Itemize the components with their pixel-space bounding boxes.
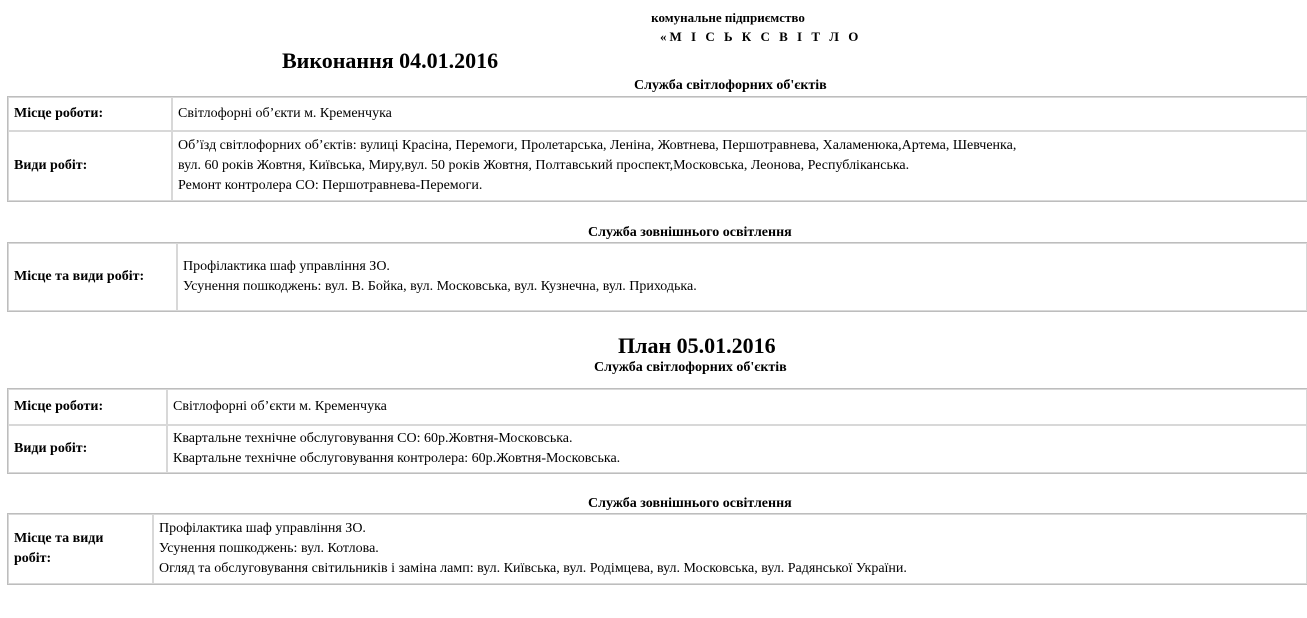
execution-traffic-service-title: Служба світлофорних об'єктів — [634, 78, 827, 93]
execution-lighting-table — [7, 242, 1307, 312]
execution-lighting-service-title: Служба зовнішнього освітлення — [588, 225, 792, 240]
place-works-label: Місце та види робіт: — [8, 243, 177, 311]
table-row — [8, 425, 1307, 473]
execution-traffic-table — [7, 96, 1307, 202]
works-value — [167, 425, 1307, 473]
works-line: Усунення пошкоджень: вул. Котлова. — [159, 541, 379, 556]
plan-lighting-service-title: Служба зовнішнього освітлення — [588, 496, 792, 511]
works-line: Об’їзд світлофорних об’єктів: вулиці Красіна, Перемоги, Пролетарська, Леніна, Жовтнева, Першотравнева, Халаменюка,Артема, Шевченка, — [178, 138, 1017, 153]
table-row — [8, 243, 1307, 311]
works-line: Квартальне технічне обслуговування СО: 60р.Жовтня-Московська. — [173, 431, 573, 446]
works-line: Огляд та обслуговування світильників і заміна ламп: вул. Київська, вул. Родімцева, вул. Московська, вул. Радянської України. — [159, 561, 907, 576]
table-row — [8, 131, 1307, 201]
plan-traffic-table — [7, 388, 1307, 474]
works-line: Усунення пошкоджень: вул. В. Бойка, вул. Московська, вул. Кузнечна, вул. Приходька. — [183, 279, 697, 294]
execution-title: Виконання 04.01.2016 — [282, 48, 499, 73]
works-value — [172, 131, 1307, 201]
company-type: комунальне підприємство — [651, 10, 805, 25]
works-line: Квартальне технічне обслуговування контролера: 60р.Жовтня-Московська. — [173, 451, 621, 466]
place-label: Місце роботи: — [8, 389, 167, 425]
works-line: вул. 60 років Жовтня, Київська, Миру,вул. 50 років Жовтня, Полтавський проспект,Московська, Леонова, Республіканська. — [178, 158, 910, 173]
works-line: Ремонт контролера СО: Першотравнева-Перемоги. — [178, 178, 483, 193]
place-works-value — [177, 243, 1307, 311]
place-label: Місце роботи: — [8, 97, 172, 131]
plan-title: План 05.01.2016 — [618, 333, 776, 358]
works-line: Профілактика шаф управління ЗО. — [183, 259, 390, 274]
plan-traffic-service-title: Служба світлофорних об'єктів — [594, 360, 787, 375]
company-name: «М І С Ь К С В І Т Л О — [660, 29, 862, 44]
label-line: Місце та види — [14, 531, 104, 546]
table-row — [8, 514, 1307, 584]
table-row — [8, 97, 1307, 131]
place-value: Світлофорні об’єкти м. Кременчука — [172, 97, 1307, 131]
place-value: Світлофорні об’єкти м. Кременчука — [167, 389, 1307, 425]
place-works-value — [153, 514, 1307, 584]
place-works-label — [8, 514, 153, 584]
plan-lighting-table — [7, 513, 1307, 585]
label-line: робіт: — [14, 551, 52, 566]
works-label: Види робіт: — [8, 131, 172, 201]
works-line: Профілактика шаф управління ЗО. — [159, 521, 366, 536]
works-label: Види робіт: — [8, 425, 167, 473]
table-row — [8, 389, 1307, 425]
